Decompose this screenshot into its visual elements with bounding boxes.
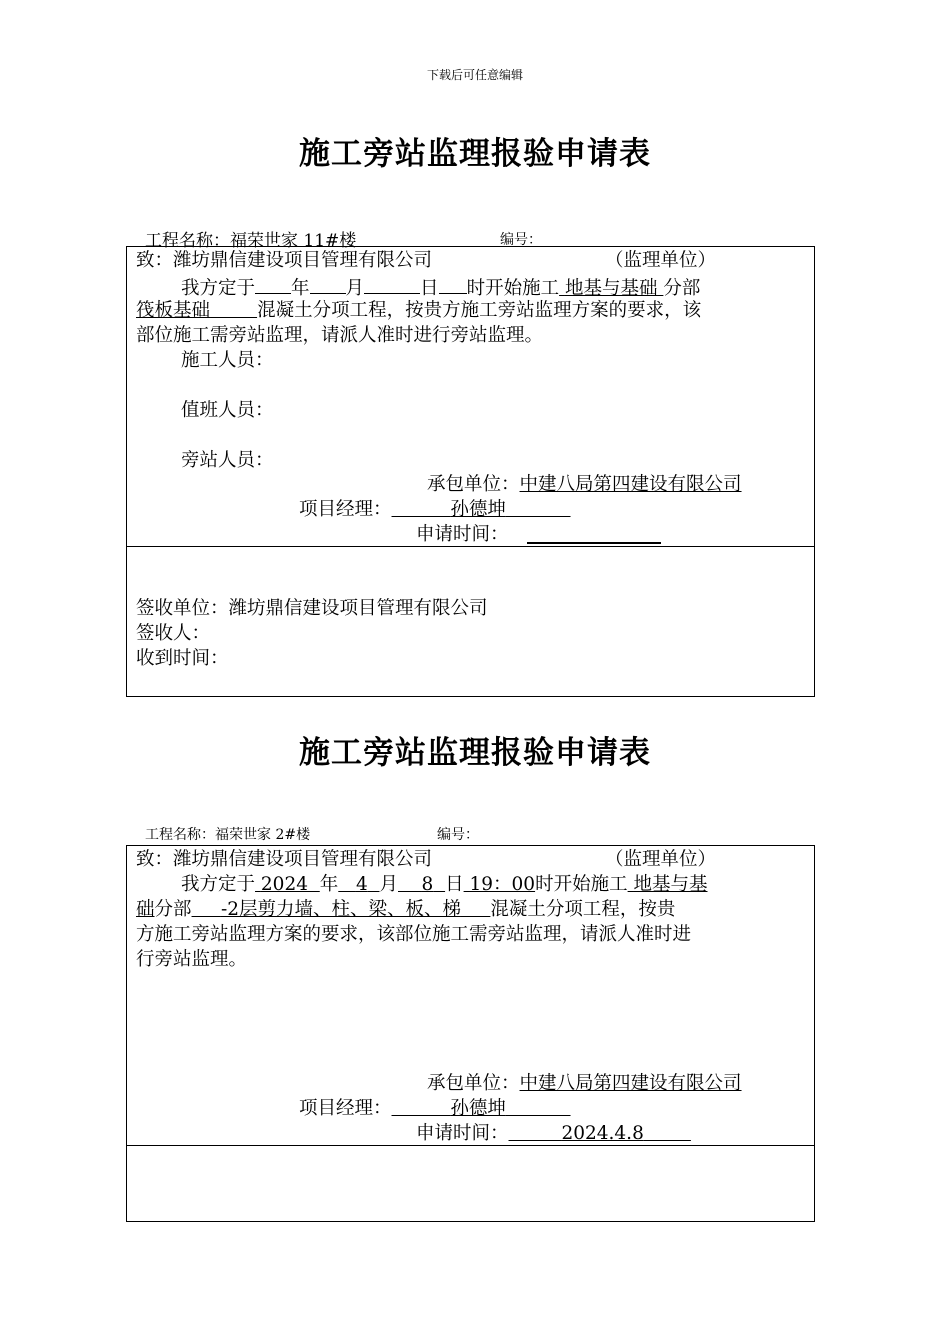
day-unit: 日 [445,874,464,895]
construction-staff-label: 施工人员： [181,350,274,371]
form2-title: 施工旁站监理报验申请表 [299,735,651,771]
year-value [255,874,320,895]
time-value [464,874,535,895]
apply-time-value [509,1123,691,1144]
month-text: 4 [355,874,368,895]
contractor-line [427,472,742,497]
line-prefix: 我方定于 [181,278,256,299]
to-company: 潍坊鼎信建设项目管理有限公司 [173,250,433,271]
contractor-label: 承包单位： [427,474,520,495]
form2-table [126,845,815,1222]
part-suffix: 分部 [663,278,701,299]
contractor-label: 承包单位： [427,1073,520,1094]
time-blank [439,273,467,294]
time-suffix: 时开始施工 [535,874,628,895]
month-unit: 月 [345,278,365,299]
form1-table [126,246,815,697]
project-value: 福荣世家 2#楼 [215,827,311,843]
addressee-line [136,847,432,872]
work-type-text: 地基与基础 [564,278,658,299]
year-text: 2024 [260,874,308,895]
to-company: 潍坊鼎信建设项目管理有限公司 [173,849,433,870]
receiver-unit-line [136,596,488,621]
project-label: 工程名称： [145,827,215,843]
contractor-value: 中建八局第四建设有限公司 [519,474,742,495]
year-blank [255,273,291,294]
addressee-role: （监理单位） [605,250,717,271]
apply-time-label: 申请时间： [416,1123,509,1144]
schedule-line-3: 方施工旁站监理方案的要求，该部位施工需旁站监理，请派人准时进 [136,924,692,945]
section-divider [127,1145,814,1146]
day-value [398,874,445,895]
schedule-line-2 [136,298,701,323]
to-label: 致： [136,250,174,271]
sub-item-text: -2层剪力墙、柱、梁、板、梯 [220,899,461,920]
work-type-text: 地基与基 [633,874,708,895]
form1-title: 施工旁站监理报验申请表 [299,136,651,172]
schedule-line-4: 行旁站监理。 [136,949,248,970]
day-blank [364,273,420,294]
manager-value [392,499,571,520]
time-suffix: 时开始施工 [466,278,560,299]
manager-label: 项目经理： [299,499,392,520]
year-unit: 年 [291,278,310,299]
schedule-line-2 [136,897,675,922]
project-value: 福荣世家 11#楼 [230,231,357,251]
schedule-line-3: 部位施工需旁站监理，请派人准时进行旁站监理。 [136,325,544,346]
to-label: 致： [136,849,174,870]
year-unit: 年 [319,874,339,895]
manager-line [299,1096,571,1121]
month-blank [310,273,346,294]
month-value [338,874,379,895]
apply-time-label: 申请时间： [416,524,509,545]
apply-time-line [416,1121,691,1146]
project-label: 工程名称： [145,231,230,251]
sub-item-text: 筏板基础 [136,300,211,321]
contractor-value: 中建八局第四建设有限公司 [519,1073,742,1094]
manager-value-text: 孙德坤 [450,499,506,520]
manager-line [299,497,571,522]
page-header-note: 下载后可任意编辑 [426,68,523,82]
month-unit: 月 [379,874,398,895]
section-divider [127,546,814,547]
form2-serial-label: 编号： [437,827,479,843]
day-text: 8 [421,874,434,895]
apply-time-blank [527,542,661,544]
manager-label: 项目经理： [299,1098,392,1119]
supervision-staff-label: 旁站人员： [181,450,274,471]
received-time-label: 收到时间： [136,648,229,669]
apply-time-line [416,522,509,547]
work-type [628,874,708,895]
schedule-line-1 [181,273,700,301]
contractor-line [427,1071,742,1096]
part-suffix: 分部 [154,899,192,920]
receiver-unit-value: 潍坊鼎信建设项目管理有限公司 [228,598,488,619]
line2-rest: 混凝土分项工程，按贵 [490,899,676,920]
form2-project-name [145,824,310,844]
duty-staff-label: 值班人员： [181,400,274,421]
receiver-label: 签收人： [136,623,211,644]
manager-value [392,1098,571,1119]
sub-item [192,899,491,920]
receiver-unit-label: 签收单位： [136,598,229,619]
addressee-role: （监理单位） [605,849,717,870]
work-type-continued: 础 [136,899,155,920]
line2-rest: 混凝土分项工程，按贵方施工旁站监理方案的要求，该 [257,300,702,321]
form1-serial-label: 编号： [500,232,542,248]
day-unit: 日 [420,278,439,299]
apply-time-text: 2024.4.8 [561,1123,644,1144]
time-text: 19：00 [469,874,536,895]
sub-item [136,300,257,321]
manager-value-text: 孙德坤 [450,1098,506,1119]
addressee-line [136,248,432,273]
work-type [559,278,663,299]
schedule-line-1 [181,872,708,897]
line-prefix: 我方定于 [181,874,256,895]
